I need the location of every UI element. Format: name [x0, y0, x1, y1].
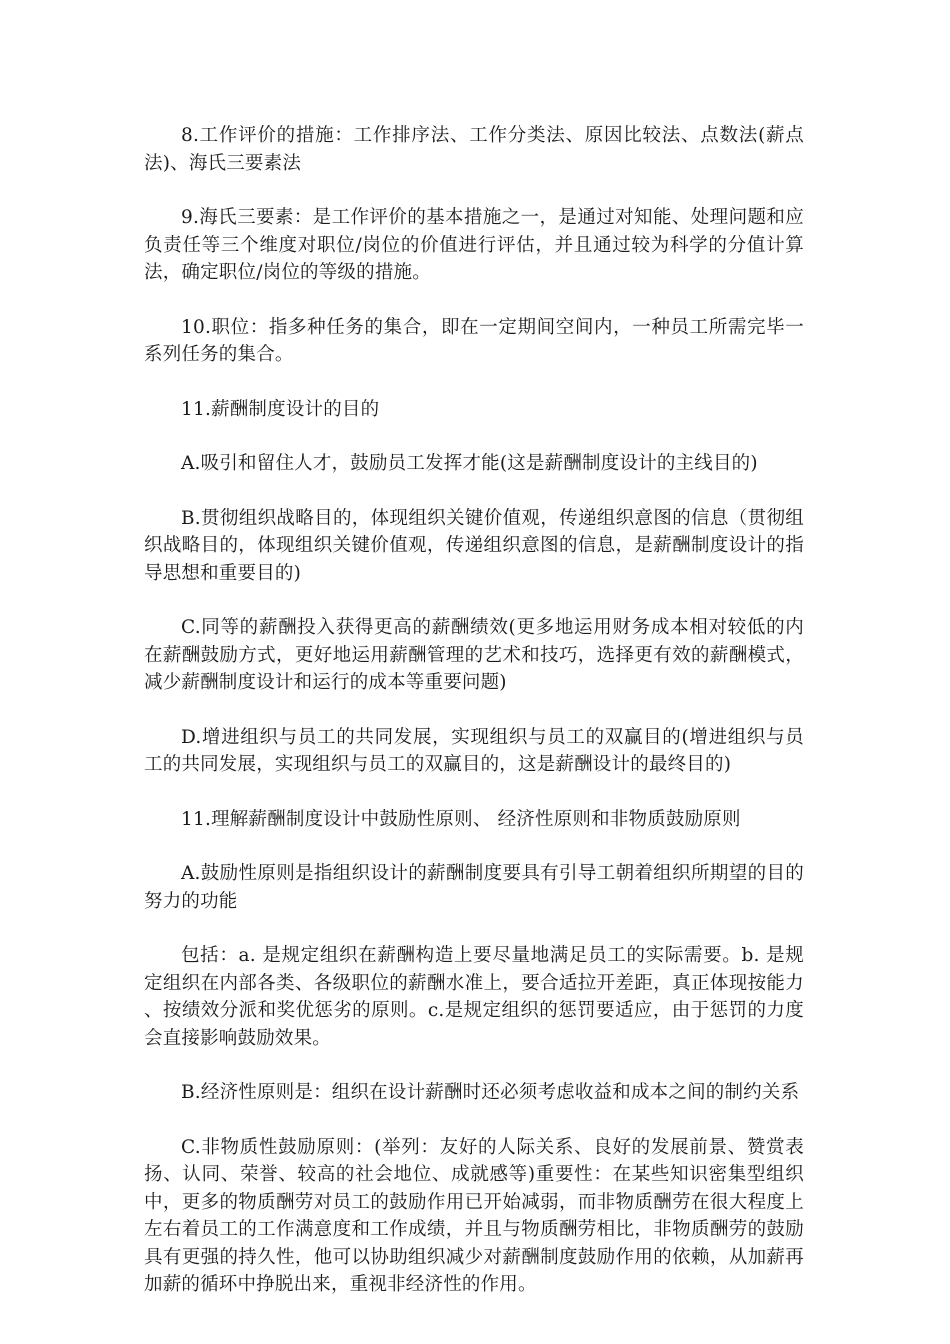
paragraph-position-definition: 10.职位：指多种任务的集合，即在一定期间空间内，一种员工所需完毕一系列任务的集合。 [144, 316, 804, 365]
paragraph-job-evaluation-methods: 8.工作评价的措施：工作排序法、工作分类法、原因比较法、点数法(薪点法)、海氏三要素法 [144, 125, 804, 174]
paragraph-goal-c: C.同等的薪酬投入获得更高的薪酬绩效(更多地运用财务成本相对较低的内在薪酬鼓励方式，更好地运用薪酬管理的艺术和技巧，选择更有效的薪酬模式，减少薪酬制度设计和运行的成本等重要问题) [144, 617, 804, 693]
paragraph-principles-heading: 11.理解薪酬制度设计中鼓励性原则、 经济性原则和非物质鼓励原则 [181, 808, 741, 830]
document-body [144, 122, 804, 1326]
paragraph-principle-a-details: 包括：a. 是规定组织在薪酬构造上要尽量地满足员工的实际需要。b. 是规定组织在内部各类、各级职位的薪酬水准上，要合适拉开差距，真正体现按能力、按绩效分派和奖优惩劣的原则。c.是规定组织的惩罚要适应，由于惩罚的力度会直接影响鼓励效果。 [144, 945, 804, 1049]
paragraph-hay-three-factors: 9.海氏三要素：是工作评价的基本措施之一，是通过对知能、处理问题和应负责任等三个维度对职位/岗位的价值进行评估，并且通过较为科学的分值计算法，确定职位/岗位的等级的措施。 [144, 207, 804, 283]
paragraph-principle-a: A.鼓励性原则是指组织设计的薪酬制度要具有引导工朝着组织所期望的目的努力的功能 [144, 863, 804, 912]
paragraph-goal-d: D.增进组织与员工的共同发展，实现组织与员工的双赢目的(增进组织与员工的共同发展，实现组织与员工的双赢目的，这是薪酬设计的最终目的) [144, 726, 804, 775]
paragraph-compensation-design-goals-heading: 11.薪酬制度设计的目的 [181, 398, 380, 420]
paragraph-principle-b: B.经济性原则是：组织在设计薪酬时还必须考虑收益和成本之间的制约关系 [181, 1082, 800, 1103]
paragraph-principle-c: C.非物质性鼓励原则：(举列：友好的人际关系、良好的发展前景、赞赏表扬、认同、荣誉、较高的社会地位、成就感等)重要性：在某些知识密集型组织中，更多的物质酬劳对员工的鼓励作用已开始减弱，而非物质酬劳在很大程度上左右着员工的工作满意度和工作成绩，并且与物质酬劳相比，非物质酬劳的鼓励具有更强的持久性，他可以协助组织减少对薪酬制度鼓励作用的依赖，从加薪再加薪的循环中挣脱出来，重视非经济性的作用。 [144, 1136, 804, 1295]
paragraph-goal-a: A.吸引和留住人才，鼓励员工发挥才能(这是薪酬制度设计的主线目的) [181, 453, 758, 474]
paragraph-goal-b: B.贯彻组织战略目的，体现组织关键价值观，传递组织意图的信息（贯彻组织战略目的，体现组织关键价值观，传递组织意图的信息，是薪酬制度设计的指导思想和重要目的) [144, 507, 804, 584]
